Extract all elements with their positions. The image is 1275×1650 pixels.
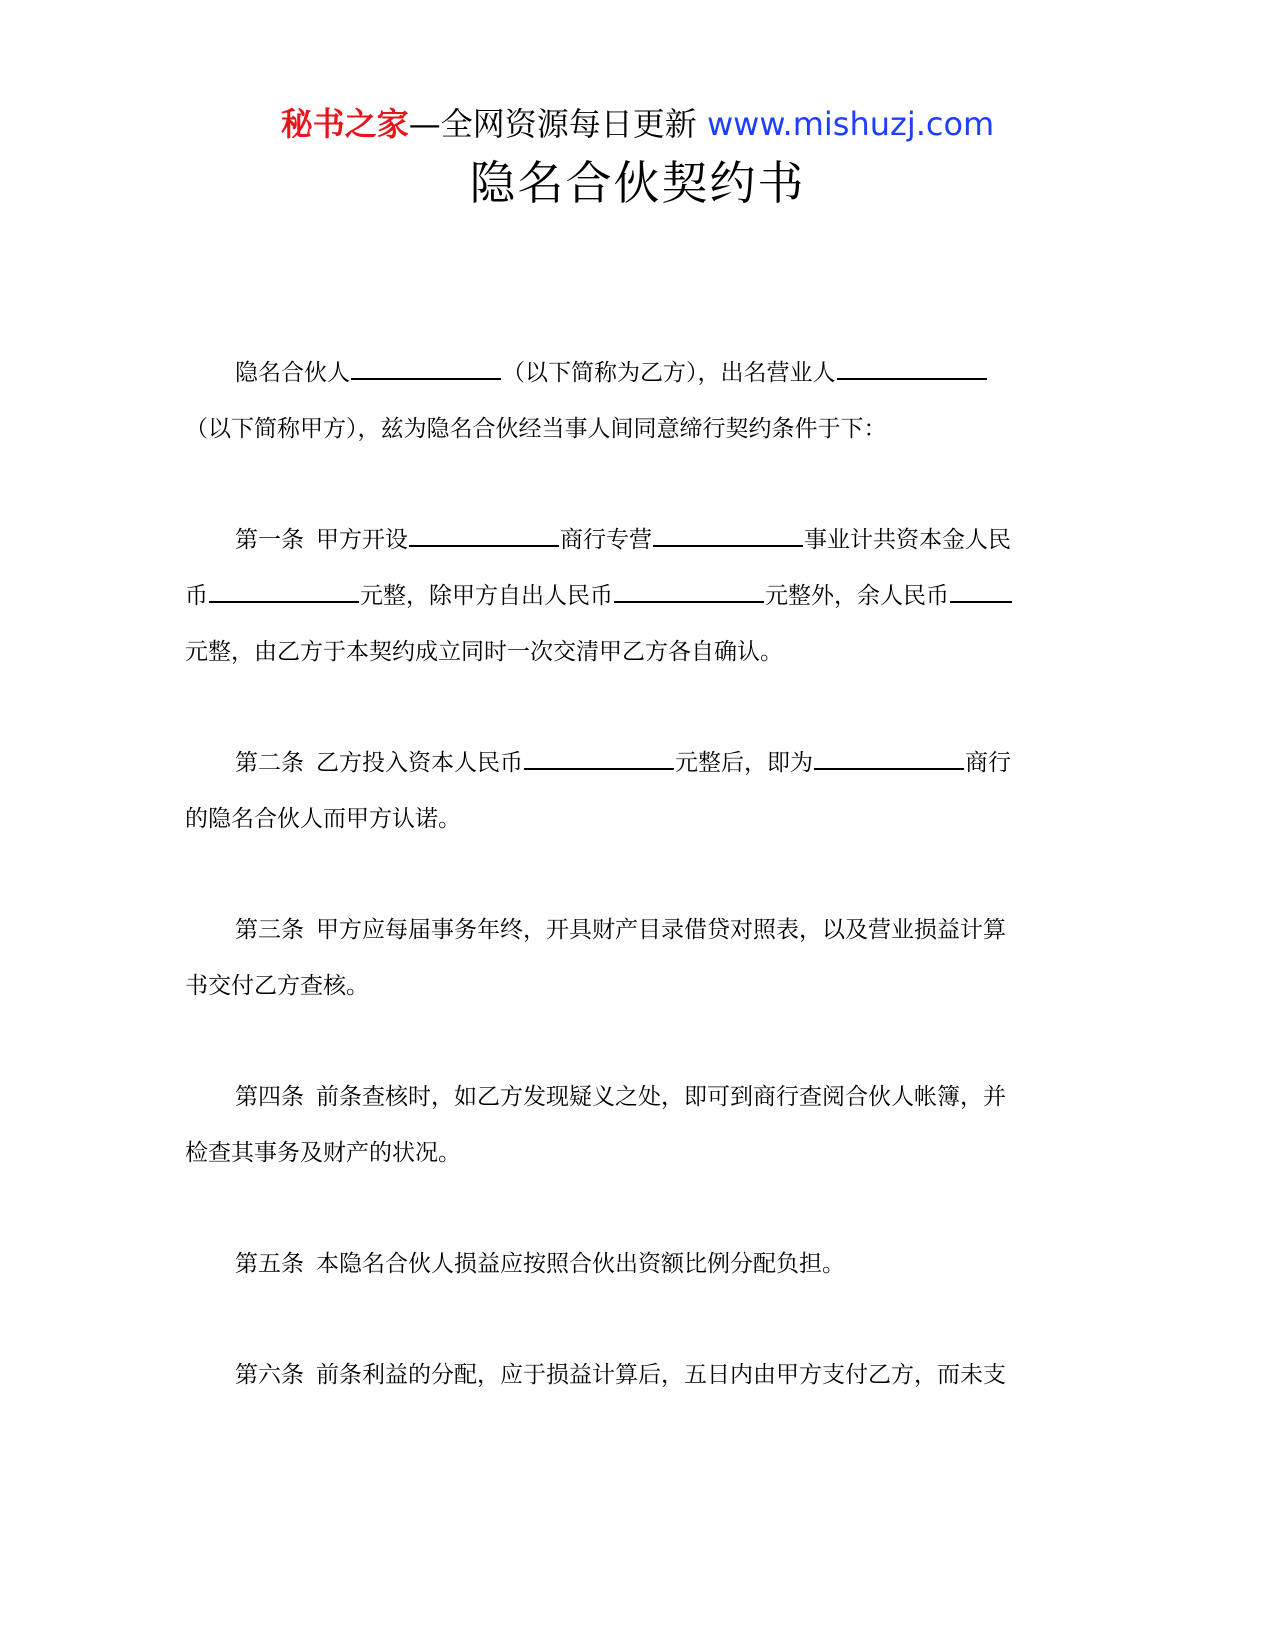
site-brand: 秘书之家 [280, 105, 409, 143]
document-title: 隐名合伙契约书 [469, 156, 806, 210]
blank-field-owner-capital[interactable] [614, 581, 764, 603]
text-segment: 甲方开设 [316, 527, 408, 553]
text-segment: 事业计共资本金人民 [804, 527, 1011, 553]
text-segment: 前条利益的分配，应于损益计算后，五日内由甲方支付乙方，而未支 [316, 1362, 1006, 1388]
article-number: 第六条 [235, 1362, 304, 1388]
site-url-link[interactable]: www.mishuzj.com [706, 105, 995, 143]
article-1-line-3: 元整，由乙方于本契约成立同时一次交清甲乙方各自确认。 [185, 639, 783, 665]
article-4-line-1 [235, 1079, 1006, 1115]
text-segment: 商行专营 [560, 527, 652, 553]
blank-field-store-name[interactable] [409, 525, 559, 547]
text-segment: 商行 [965, 750, 1011, 776]
article-number: 第一条 [235, 527, 304, 553]
article-1-line-2 [185, 578, 1013, 614]
article-2-line-1 [235, 745, 1011, 781]
blank-field-remaining-capital[interactable] [950, 581, 1012, 603]
text-segment: 币 [185, 583, 208, 609]
article-3-line-1 [235, 912, 1006, 948]
article-6-line-1 [235, 1357, 1006, 1393]
article-number: 第五条 [235, 1251, 304, 1277]
site-slogan: —全网资源每日更新 [408, 105, 697, 143]
article-number: 第四条 [235, 1084, 304, 1110]
site-header [0, 100, 1275, 148]
article-number: 第三条 [235, 917, 304, 943]
blank-field-business-type[interactable] [653, 525, 803, 547]
intro-line-1 [235, 355, 988, 391]
intro-line-2: （以下简称甲方），兹为隐名合伙经当事人间同意缔行契约条件于下： [185, 416, 887, 442]
blank-field-company-name[interactable] [814, 748, 964, 770]
text-segment: 元整外，余人民币 [765, 583, 949, 609]
text-segment: 元整，除甲方自出人民币 [360, 583, 613, 609]
article-4-line-2: 检查其事务及财产的状况。 [185, 1140, 461, 1166]
blank-field-silent-partner[interactable] [351, 358, 501, 380]
article-1-line-1 [235, 522, 1011, 558]
article-number: 第二条 [235, 750, 304, 776]
article-2-line-2: 的隐名合伙人而甲方认诺。 [185, 806, 461, 832]
article-5-line-1 [235, 1246, 845, 1282]
blank-field-total-capital[interactable] [209, 581, 359, 603]
text-segment: 甲方应每届事务年终，开具财产目录借贷对照表，以及营业损益计算 [316, 917, 1006, 943]
text-segment: 本隐名合伙人损益应按照合伙出资额比例分配负担。 [316, 1251, 845, 1277]
text-segment: 前条查核时，如乙方发现疑义之处，即可到商行查阅合伙人帐簿，并 [316, 1084, 1006, 1110]
article-3-line-2: 书交付乙方查核。 [185, 973, 369, 999]
blank-field-business-owner[interactable] [837, 358, 987, 380]
text-segment: 乙方投入资本人民币 [316, 750, 523, 776]
text-segment: （以下简称为乙方），出名营业人 [502, 360, 836, 386]
blank-field-investment[interactable] [524, 748, 674, 770]
text-segment: 元整后，即为 [675, 750, 813, 776]
text-segment: 隐名合伙人 [235, 360, 350, 386]
